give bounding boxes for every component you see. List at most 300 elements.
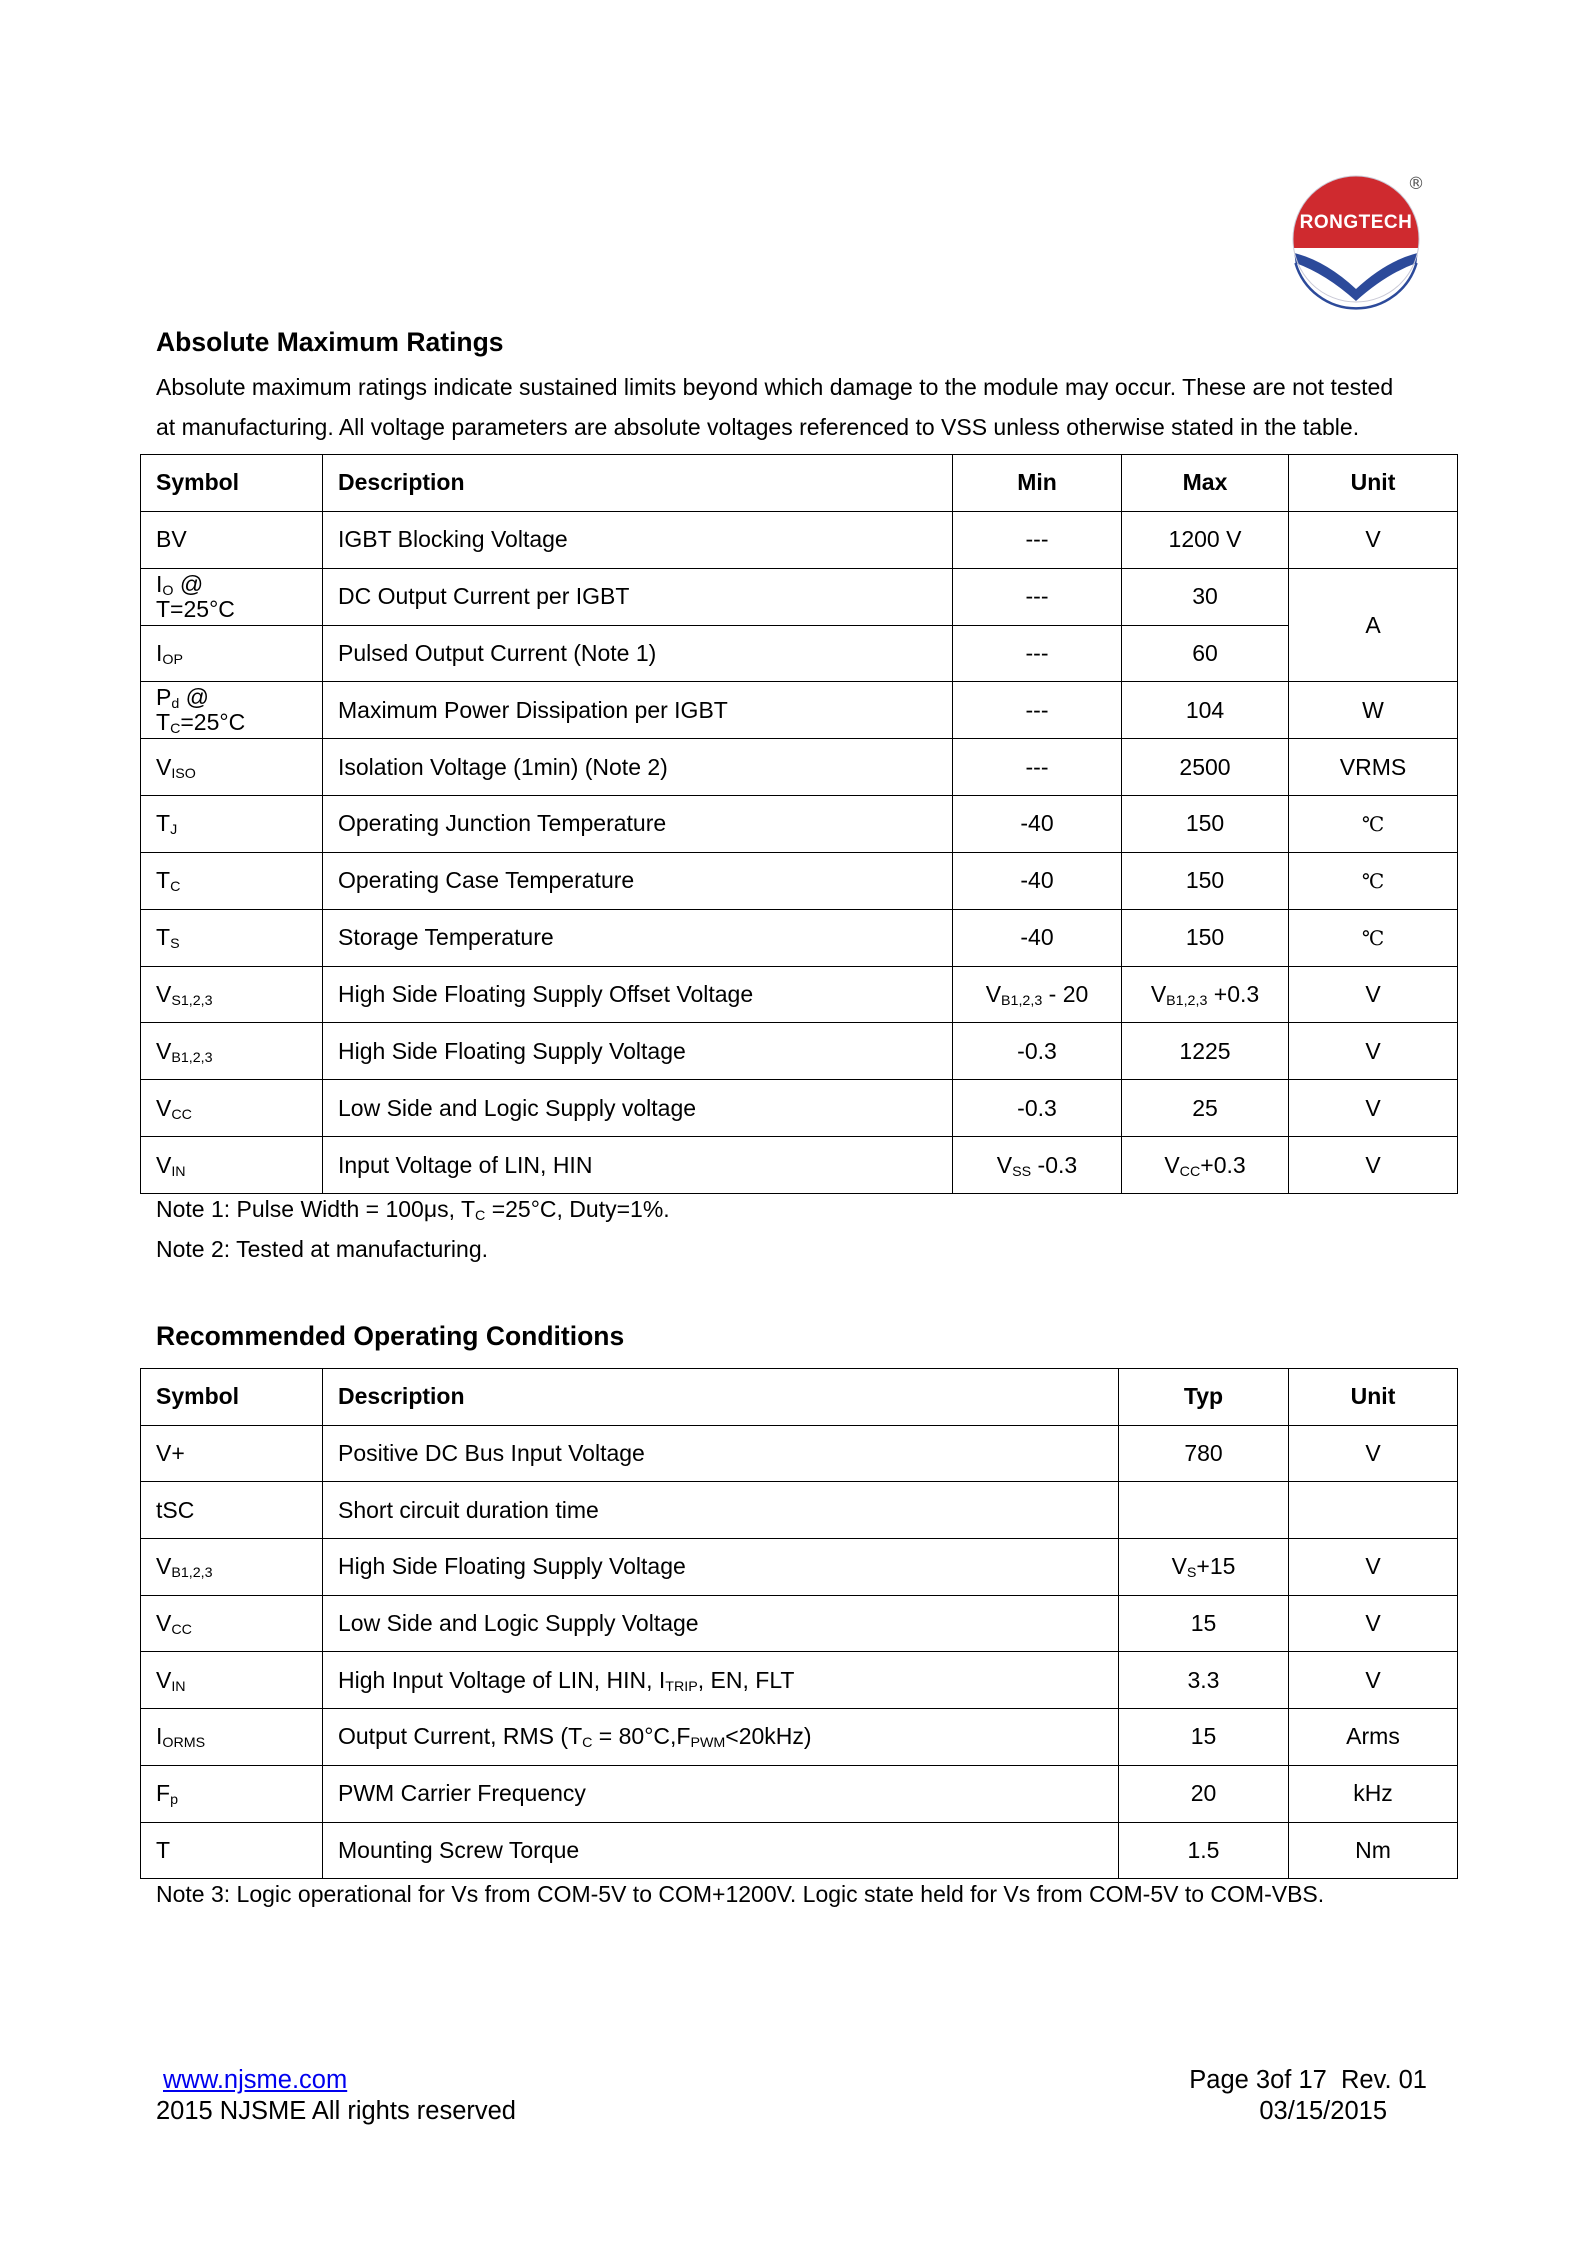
text-line bbox=[338, 1611, 1118, 1636]
subscript-text: CC bbox=[171, 1106, 192, 1123]
typ-cell bbox=[1119, 1709, 1289, 1766]
description-cell bbox=[323, 1539, 1119, 1596]
description-cell bbox=[323, 1023, 953, 1080]
text-line bbox=[156, 1553, 322, 1582]
cell-text: IGBT Blocking Voltage bbox=[338, 526, 568, 553]
cell-text: W bbox=[1362, 696, 1384, 723]
text-line bbox=[338, 1039, 952, 1064]
cell-text: Operating Case Temperature bbox=[338, 867, 635, 894]
subscript-text: ISO bbox=[171, 765, 196, 782]
column-header-description: Description bbox=[323, 1369, 1119, 1426]
unit-cell bbox=[1289, 1425, 1458, 1482]
header-row bbox=[141, 1369, 1458, 1426]
symbol-cell bbox=[141, 682, 323, 739]
text-line bbox=[1289, 1724, 1457, 1749]
cell-text: 60 bbox=[1192, 639, 1218, 666]
min-cell bbox=[953, 511, 1122, 568]
text-line bbox=[1289, 755, 1457, 780]
text-line bbox=[156, 755, 322, 780]
cell-text: 1225 bbox=[1179, 1037, 1231, 1064]
text-line bbox=[1289, 1611, 1457, 1636]
text-line bbox=[1289, 982, 1457, 1007]
unit-cell bbox=[1289, 852, 1458, 909]
text-line bbox=[1122, 1039, 1288, 1064]
cell-text: V bbox=[1171, 1553, 1187, 1580]
cell-text: Low Side and Logic Supply voltage bbox=[338, 1094, 697, 1121]
cell-text: <20kHz) bbox=[725, 1723, 812, 1750]
subscript-text: IN bbox=[171, 1678, 186, 1695]
symbol-cell bbox=[141, 909, 323, 966]
symbol-cell bbox=[141, 1080, 323, 1137]
unit-cell bbox=[1289, 1652, 1458, 1709]
text-line bbox=[156, 1039, 322, 1064]
column-header-unit: Unit bbox=[1289, 1369, 1458, 1426]
text-line bbox=[338, 982, 952, 1007]
description-cell bbox=[323, 1595, 1119, 1652]
absolute-max-row bbox=[141, 909, 1458, 966]
symbol-cell bbox=[141, 1023, 323, 1080]
cell-text: 150 bbox=[1185, 924, 1225, 951]
cell-text: Note 3: Logic operational for Vs from COM-5V to COM+1200V. Logic state held for Vs from COM-5V to COM-VBS. bbox=[156, 1881, 1325, 1907]
text-line bbox=[953, 1096, 1121, 1121]
absolute-max-row bbox=[141, 511, 1458, 568]
text-line bbox=[156, 1441, 322, 1466]
max-cell bbox=[1122, 852, 1289, 909]
text-line bbox=[1289, 1153, 1457, 1178]
subscript-text: CC bbox=[1179, 1163, 1201, 1180]
max-cell bbox=[1122, 909, 1289, 966]
cell-text: 30 bbox=[1192, 583, 1218, 610]
cell-text: V bbox=[1365, 981, 1381, 1008]
absolute-max-row bbox=[141, 796, 1458, 853]
cell-text: tSC bbox=[156, 1496, 195, 1523]
table-body bbox=[141, 511, 1458, 1193]
absolute-max-table bbox=[140, 454, 1458, 1194]
min-cell bbox=[953, 625, 1122, 682]
text-line bbox=[1122, 1096, 1288, 1121]
cell-text: Maximum Power Dissipation per IGBT bbox=[338, 696, 728, 723]
cell-text: V bbox=[156, 1553, 172, 1580]
cell-text: High Side Floating Supply Voltage bbox=[338, 1553, 686, 1580]
symbol-cell bbox=[141, 1425, 323, 1482]
absolute-max-row bbox=[141, 682, 1458, 739]
min-cell bbox=[953, 568, 1122, 625]
min-cell bbox=[953, 796, 1122, 853]
cell-text: --- bbox=[1025, 583, 1049, 610]
logo-brand-text: RONGTECH bbox=[1299, 212, 1413, 233]
unit-cell bbox=[1289, 739, 1458, 796]
cell-text: V bbox=[996, 1151, 1013, 1178]
table-header bbox=[141, 455, 1458, 512]
column-header-max: Max bbox=[1122, 455, 1289, 512]
cell-text: V bbox=[156, 1037, 172, 1064]
text-line bbox=[953, 641, 1121, 666]
absolute-max-row bbox=[141, 852, 1458, 909]
subscript-text: O bbox=[162, 582, 174, 599]
text-line bbox=[156, 527, 322, 552]
cell-text: -40 bbox=[1020, 810, 1054, 837]
cell-text: -0.3 bbox=[1017, 1094, 1057, 1121]
text-line bbox=[1122, 755, 1288, 780]
subscript-text: d bbox=[171, 696, 180, 713]
cell-text: =25°C, Duty=1%. bbox=[485, 1196, 670, 1222]
unit-cell bbox=[1289, 1137, 1458, 1194]
description-cell bbox=[323, 1425, 1119, 1482]
column-header-symbol: Symbol bbox=[141, 455, 323, 512]
description-cell bbox=[323, 1137, 953, 1194]
text-line bbox=[338, 698, 952, 723]
text-line bbox=[338, 527, 952, 552]
recommended-row bbox=[141, 1822, 1458, 1879]
symbol-cell bbox=[141, 966, 323, 1023]
header-row bbox=[141, 455, 1458, 512]
symbol-cell bbox=[141, 511, 323, 568]
cell-text: =25°C bbox=[180, 709, 246, 736]
subscript-text: B1,2,3 bbox=[171, 1049, 213, 1066]
cell-text: A bbox=[1365, 611, 1381, 638]
cell-text: Note 1: Pulse Width = 100μs, T bbox=[156, 1196, 476, 1222]
cell-text: Storage Temperature bbox=[338, 924, 554, 951]
cell-text: High Side Floating Supply Voltage bbox=[338, 1037, 686, 1064]
column-header-unit: Unit bbox=[1289, 455, 1458, 512]
intro-line-2: at manufacturing. All voltage parameters are absolute voltages referenced to VSS unless otherwise stated in the table. bbox=[156, 414, 1360, 440]
absolute-max-row bbox=[141, 1080, 1458, 1137]
text-line bbox=[156, 1610, 322, 1639]
cell-text: Arms bbox=[1346, 1723, 1400, 1750]
typ-cell bbox=[1119, 1539, 1289, 1596]
cell-text: 150 bbox=[1185, 810, 1225, 837]
text-line bbox=[1122, 641, 1288, 666]
cell-text: I bbox=[156, 1723, 163, 1750]
cell-text: DC Output Current per IGBT bbox=[338, 583, 630, 610]
text-line bbox=[156, 1235, 488, 1263]
text-line bbox=[338, 1096, 952, 1121]
cell-text: VRMS bbox=[1339, 753, 1407, 780]
text-line bbox=[1122, 698, 1288, 723]
subscript-text: S1,2,3 bbox=[171, 993, 213, 1010]
subscript-text: TRIP bbox=[665, 1678, 698, 1695]
section-title-absolute-max: Absolute Maximum Ratings bbox=[156, 327, 504, 357]
cell-text: PWM Carrier Frequency bbox=[338, 1780, 586, 1807]
cell-text: V bbox=[1365, 1610, 1381, 1637]
cell-text: V bbox=[1150, 981, 1167, 1008]
text-line bbox=[338, 1781, 1118, 1806]
text-line bbox=[156, 924, 322, 953]
text-line bbox=[338, 1723, 1118, 1752]
cell-text: 15 bbox=[1190, 1610, 1217, 1637]
text-line bbox=[156, 1723, 322, 1752]
absolute-max-row bbox=[141, 739, 1458, 796]
description-cell bbox=[323, 1765, 1119, 1822]
subscript-text: B1,2,3 bbox=[1166, 993, 1208, 1010]
cell-text: V bbox=[156, 1094, 172, 1121]
max-cell bbox=[1122, 796, 1289, 853]
recommended-row bbox=[141, 1709, 1458, 1766]
max-cell bbox=[1122, 511, 1289, 568]
text-line bbox=[156, 1838, 322, 1863]
text-line bbox=[953, 1153, 1121, 1178]
cell-text: High Input Voltage of LIN, HIN, I bbox=[338, 1666, 666, 1693]
description-cell bbox=[323, 1080, 953, 1137]
revision-date: 03/15/2015 bbox=[1259, 2097, 1387, 2125]
cell-text: V bbox=[1365, 1440, 1381, 1467]
subscript-text: C bbox=[582, 1735, 593, 1752]
subscript-text: CC bbox=[171, 1622, 192, 1639]
description-cell bbox=[323, 739, 953, 796]
unit-cell bbox=[1289, 1709, 1458, 1766]
max-cell bbox=[1122, 568, 1289, 625]
column-header-min: Min bbox=[953, 455, 1122, 512]
cell-text: Nm bbox=[1355, 1836, 1391, 1863]
subscript-text: B1,2,3 bbox=[1001, 993, 1043, 1010]
absolute-max-row bbox=[141, 1023, 1458, 1080]
cell-text: 20 bbox=[1190, 1780, 1217, 1807]
unit-cell bbox=[1289, 966, 1458, 1023]
text-line bbox=[1289, 1096, 1457, 1121]
cell-text: 780 bbox=[1184, 1440, 1223, 1467]
text-line bbox=[338, 1498, 1118, 1523]
unit-cell bbox=[1289, 1023, 1458, 1080]
text-line bbox=[1289, 613, 1457, 638]
cell-text: +0.3 bbox=[1207, 981, 1260, 1008]
text-line bbox=[156, 597, 322, 622]
subscript-text: C bbox=[170, 721, 181, 738]
text-line bbox=[1289, 925, 1457, 951]
text-line bbox=[156, 1153, 322, 1178]
cell-text: V bbox=[1365, 1666, 1381, 1693]
unit-cell bbox=[1289, 1080, 1458, 1137]
cell-text: T bbox=[156, 867, 171, 894]
unit-cell bbox=[1289, 909, 1458, 966]
cell-text: --- bbox=[1025, 696, 1049, 723]
text-line bbox=[1289, 1441, 1457, 1466]
typ-cell bbox=[1119, 1765, 1289, 1822]
min-cell bbox=[953, 1080, 1122, 1137]
description-cell bbox=[323, 682, 953, 739]
recommended-row bbox=[141, 1595, 1458, 1652]
page-number: Page 3of 17 Rev. 01 bbox=[1189, 2066, 1427, 2094]
text-line bbox=[1122, 527, 1288, 552]
symbol-cell bbox=[141, 1137, 323, 1194]
text-line bbox=[953, 584, 1121, 609]
cell-text: V bbox=[985, 981, 1002, 1008]
cell-text: kHz bbox=[1353, 1780, 1393, 1807]
text-line bbox=[156, 1668, 322, 1693]
description-cell bbox=[323, 852, 953, 909]
cell-text: -0.3 bbox=[1017, 1037, 1057, 1064]
cell-text: -40 bbox=[1020, 924, 1054, 951]
text-line bbox=[338, 1838, 1118, 1863]
text-line bbox=[1119, 1668, 1288, 1693]
unit-cell bbox=[1289, 511, 1458, 568]
max-cell bbox=[1122, 739, 1289, 796]
typ-cell bbox=[1119, 1482, 1289, 1539]
column-header-description: Description bbox=[323, 455, 953, 512]
cell-text: ℃ bbox=[1361, 811, 1385, 836]
cell-text: V bbox=[156, 1666, 172, 1693]
min-cell bbox=[953, 739, 1122, 796]
text-line bbox=[338, 1153, 952, 1178]
cell-text: T bbox=[156, 709, 171, 736]
cell-text: High Side Floating Supply Offset Voltage bbox=[338, 981, 754, 1008]
cell-text: P bbox=[156, 684, 172, 711]
subscript-text: OP bbox=[162, 652, 183, 669]
description-cell bbox=[323, 625, 953, 682]
cell-text: 150 bbox=[1185, 867, 1225, 894]
cell-text: Positive DC Bus Input Voltage bbox=[338, 1440, 645, 1467]
text-line bbox=[953, 925, 1121, 950]
subscript-text: PWM bbox=[690, 1735, 726, 1752]
cell-text: T=25°C bbox=[156, 595, 235, 622]
typ-cell bbox=[1119, 1652, 1289, 1709]
symbol-cell bbox=[141, 739, 323, 796]
subscript-text: C bbox=[170, 879, 181, 896]
symbol-cell bbox=[141, 1539, 323, 1596]
table-header bbox=[141, 1369, 1458, 1426]
cell-text: V bbox=[1365, 1151, 1381, 1178]
symbol-cell bbox=[141, 1765, 323, 1822]
max-cell bbox=[1122, 682, 1289, 739]
unit-cell bbox=[1289, 1765, 1458, 1822]
text-line bbox=[1289, 868, 1457, 894]
text-line bbox=[156, 810, 322, 839]
cell-text: 25 bbox=[1192, 1094, 1218, 1121]
cell-text: = 80°C,F bbox=[592, 1723, 691, 1750]
cell-text: @ bbox=[179, 684, 210, 711]
cell-text: Input Voltage of LIN, HIN bbox=[338, 1151, 593, 1178]
cell-text: Mounting Screw Torque bbox=[338, 1836, 580, 1863]
cell-text: 15 bbox=[1190, 1723, 1217, 1750]
registered-mark: ® bbox=[1407, 174, 1425, 194]
cell-text: - 20 bbox=[1042, 981, 1089, 1008]
cell-text: V bbox=[1164, 1151, 1180, 1178]
unit-cell bbox=[1289, 1595, 1458, 1652]
cell-text: 3.3 bbox=[1187, 1666, 1220, 1693]
unit-cell bbox=[1289, 568, 1458, 682]
cell-text: V bbox=[156, 1151, 172, 1178]
cell-text: T bbox=[156, 1836, 171, 1863]
text-line bbox=[156, 639, 322, 669]
cell-text: 1200 V bbox=[1168, 526, 1242, 553]
text-line bbox=[338, 1441, 1118, 1466]
text-line bbox=[1289, 1781, 1457, 1806]
cell-text: V bbox=[156, 981, 172, 1008]
text-line bbox=[156, 1880, 1324, 1908]
text-line bbox=[156, 684, 322, 713]
text-line bbox=[953, 755, 1121, 780]
symbol-cell bbox=[141, 568, 323, 625]
column-header-typ: Typ bbox=[1119, 1369, 1289, 1426]
cell-text: Output Current, RMS (T bbox=[338, 1723, 583, 1750]
symbol-cell bbox=[141, 852, 323, 909]
text-line bbox=[338, 868, 952, 893]
intro-line-1: Absolute maximum ratings indicate sustained limits beyond which damage to the module may occur. These are not tested bbox=[156, 374, 1394, 400]
cell-text: 104 bbox=[1185, 696, 1225, 723]
text-line bbox=[156, 1096, 322, 1121]
unit-cell bbox=[1289, 682, 1458, 739]
symbol-cell bbox=[141, 1822, 323, 1879]
recommended-row bbox=[141, 1765, 1458, 1822]
text-line bbox=[156, 1498, 322, 1523]
cell-text: Short circuit duration time bbox=[338, 1496, 599, 1523]
text-line bbox=[953, 527, 1121, 552]
subscript-text: IN bbox=[171, 1163, 186, 1180]
text-line bbox=[1119, 1441, 1288, 1466]
absolute-max-row bbox=[141, 966, 1458, 1023]
cell-text: --- bbox=[1025, 753, 1049, 780]
symbol-cell bbox=[141, 1709, 323, 1766]
symbol-cell bbox=[141, 1482, 323, 1539]
text-line bbox=[338, 755, 952, 780]
unit-cell bbox=[1289, 1822, 1458, 1879]
cell-text: V bbox=[156, 1610, 172, 1637]
cell-text: ℃ bbox=[1361, 925, 1385, 950]
max-cell bbox=[1122, 1137, 1289, 1194]
recommended-row bbox=[141, 1425, 1458, 1482]
cell-text: I bbox=[156, 570, 163, 597]
subscript-text: ORMS bbox=[162, 1735, 206, 1752]
website-link[interactable]: www.njsme.com bbox=[163, 2066, 348, 2094]
text-line bbox=[156, 709, 322, 738]
max-cell bbox=[1122, 625, 1289, 682]
cell-text: I bbox=[156, 639, 163, 666]
description-cell bbox=[323, 1822, 1119, 1879]
cell-text: -0.3 bbox=[1031, 1151, 1078, 1178]
cell-text: @ bbox=[173, 570, 204, 597]
text-line bbox=[338, 1668, 1118, 1693]
description-cell bbox=[323, 511, 953, 568]
min-cell bbox=[953, 1137, 1122, 1194]
absolute-max-row bbox=[141, 625, 1458, 682]
min-cell bbox=[953, 966, 1122, 1023]
description-cell bbox=[323, 1652, 1119, 1709]
cell-text: V bbox=[156, 753, 172, 780]
recommended-row bbox=[141, 1652, 1458, 1709]
symbol-cell bbox=[141, 625, 323, 682]
unit-cell bbox=[1289, 1482, 1458, 1539]
text-line bbox=[953, 811, 1121, 836]
cell-text: Operating Junction Temperature bbox=[338, 810, 667, 837]
text-line bbox=[1122, 868, 1288, 893]
cell-text: V+ bbox=[156, 1440, 185, 1467]
text-line bbox=[953, 868, 1121, 893]
cell-text: --- bbox=[1025, 526, 1049, 553]
typ-cell bbox=[1119, 1822, 1289, 1879]
cell-text: ℃ bbox=[1361, 868, 1385, 893]
text-line bbox=[156, 1780, 322, 1809]
text-line bbox=[156, 981, 322, 1010]
rongtech-logo bbox=[1286, 168, 1436, 314]
typ-cell bbox=[1119, 1595, 1289, 1652]
cell-text: +0.3 bbox=[1200, 1151, 1246, 1178]
text-line bbox=[1289, 1554, 1457, 1579]
symbol-cell bbox=[141, 796, 323, 853]
note-1 bbox=[156, 1195, 670, 1223]
min-cell bbox=[953, 909, 1122, 966]
text-line bbox=[1122, 981, 1288, 1010]
text-line bbox=[338, 1554, 1118, 1579]
table-body bbox=[141, 1425, 1458, 1879]
cell-text: 2500 bbox=[1179, 753, 1231, 780]
cell-text: V bbox=[1365, 1037, 1381, 1064]
unit-cell bbox=[1289, 796, 1458, 853]
text-line bbox=[156, 867, 322, 896]
min-cell bbox=[953, 1023, 1122, 1080]
cell-text: -40 bbox=[1020, 867, 1054, 894]
subscript-text: SS bbox=[1012, 1163, 1032, 1180]
cell-text: Low Side and Logic Supply Voltage bbox=[338, 1610, 699, 1637]
text-line bbox=[1289, 811, 1457, 837]
